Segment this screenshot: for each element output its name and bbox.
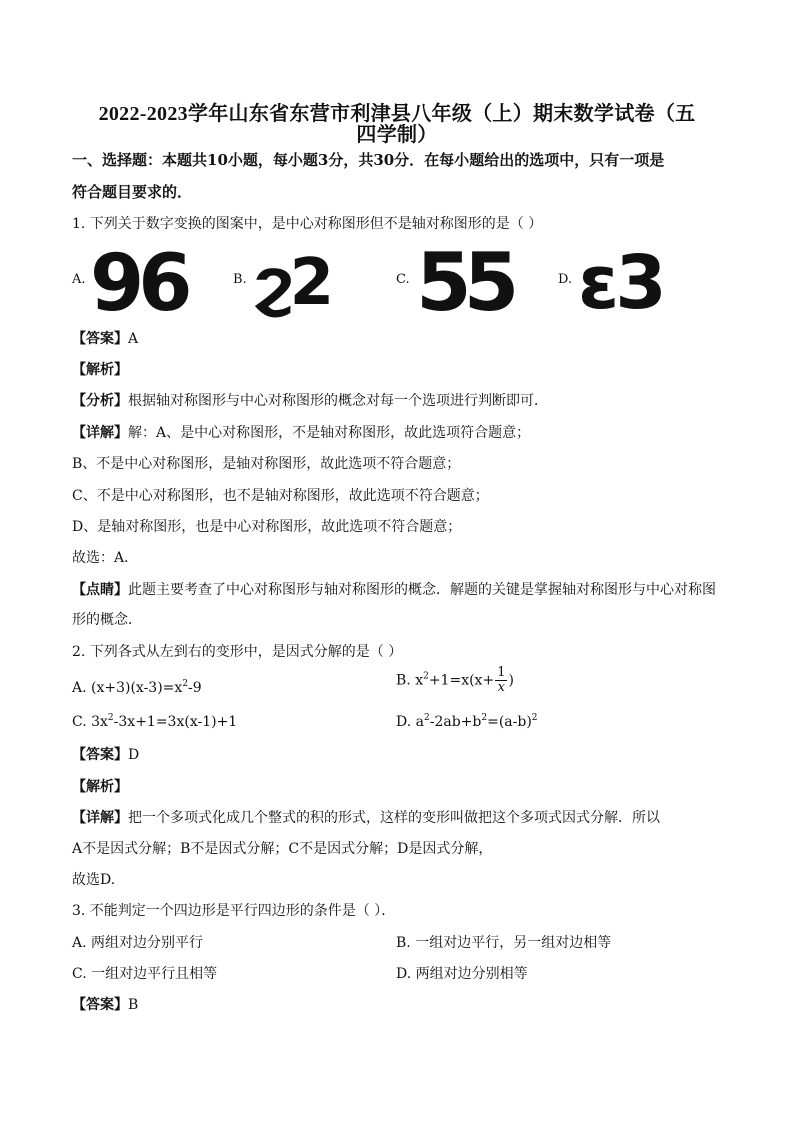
q2-option-b-fraction: $\frac{1}{x}$ [497,665,506,695]
q2-analysis-tag: 【解析】 [72,779,128,795]
q1-option-b-figure [252,244,332,320]
q2-detail-line: A不是因式分解；B不是因式分解；C不是因式分解；D是因式分解， [72,841,493,857]
q1-xiangjie: 【详解】解：A、是中心对称图形，不是轴对称图形，故此选项符合题意； [72,425,531,441]
q1-detail-line-c: C、不是中心对称图形，也不是轴对称图形，故此选项不符合题意； [72,488,489,504]
q2-conclusion: 故选D. [72,872,116,888]
q1-option-b-label: B. [233,272,247,287]
q1-option-a-label: A. [72,272,86,287]
q1-option-d-label: D. [558,272,573,287]
q1-answer: 【答案】A [72,331,139,347]
q1-option-c-figure [416,236,512,329]
q2-option-b: B. $x^2+1=x(x+$ $\frac{1}{x}$ ) [396,665,514,695]
q1-option-d-figure [578,240,663,326]
section-heading-line1: 一、选择题：本题共10小题，每小题3分，共30分．在每小题给出的选项中，只有一项是 [72,151,665,169]
q2-xiangjie: 【详解】把一个多项式化成几个整式的积的形式，这样的变形叫做把这个多项式因式分解．所以 [72,810,660,826]
q1-detail-line-b: B、不是中心对称图形，是轴对称图形，故此选项不符合题意； [72,456,461,472]
exam-title-line2: 四学制） [356,124,438,146]
q1-option-b-glyph: ϩ2 [252,246,331,320]
q1-dianjing: 【点睛】此题主要考查了中心对称图形与轴对称图形的概念．解题的关键是掌握轴对称图形与中心对称图 [72,582,716,598]
q1-fenxi: 【分析】根据轴对称图形与中心对称图形的概念对每一个选项进行判断即可． [72,393,548,409]
q1-dianjing-cont: 形的概念． [72,612,142,628]
q3-option-c: C. 一组对边平行且相等 [72,966,218,982]
exam-title-line1: 2022-2023学年山东省东营市利津县八年级（上）期末数学试卷（五 [98,103,696,125]
section-heading-line2: 符合题目要求的． [72,183,193,201]
q3-option-a: A. 两组对边分别平行 [72,935,204,951]
q3-option-b: B. 一组对边平行，另一组对边相等 [396,935,612,951]
q1-option-d-glyph: ε3 [578,240,663,326]
q1-option-c-glyph: 55 [416,236,512,329]
q2-option-a: A. $(x+3)(x-3)=x^2-9$ [72,679,202,696]
q1-conclusion: 故选：A． [72,550,139,566]
q1-option-c-label: C. [396,272,410,287]
q3-answer: 【答案】B [72,997,139,1013]
q1-option-a-figure [90,239,187,329]
q3-option-d: D. 两组对边分别相等 [396,966,528,982]
q2-answer: 【答案】D [72,747,140,763]
q3-stem: 3. 不能判定一个四边形是平行四边形的条件是（ ）． [72,903,396,919]
q2-option-c: C. $3x^2-3x+1=3x(x-1)+1$ [72,713,238,730]
q1-analysis-tag: 【解析】 [72,362,128,378]
q1-option-a-glyph: 96 [90,239,187,329]
q1-detail-line-d: D、是轴对称图形，也是中心对称图形，故此选项不符合题意； [72,519,462,535]
q2-stem: 2. 下列各式从左到右的变形中，是因式分解的是（ ） [72,644,403,660]
q2-option-d: D. $a^2-2ab+b^2=(a-b)^2$ [396,713,538,730]
q1-stem: 1. 下列关于数字变换的图案中，是中心对称图形但不是轴对称图形的是（ ） [72,216,543,232]
